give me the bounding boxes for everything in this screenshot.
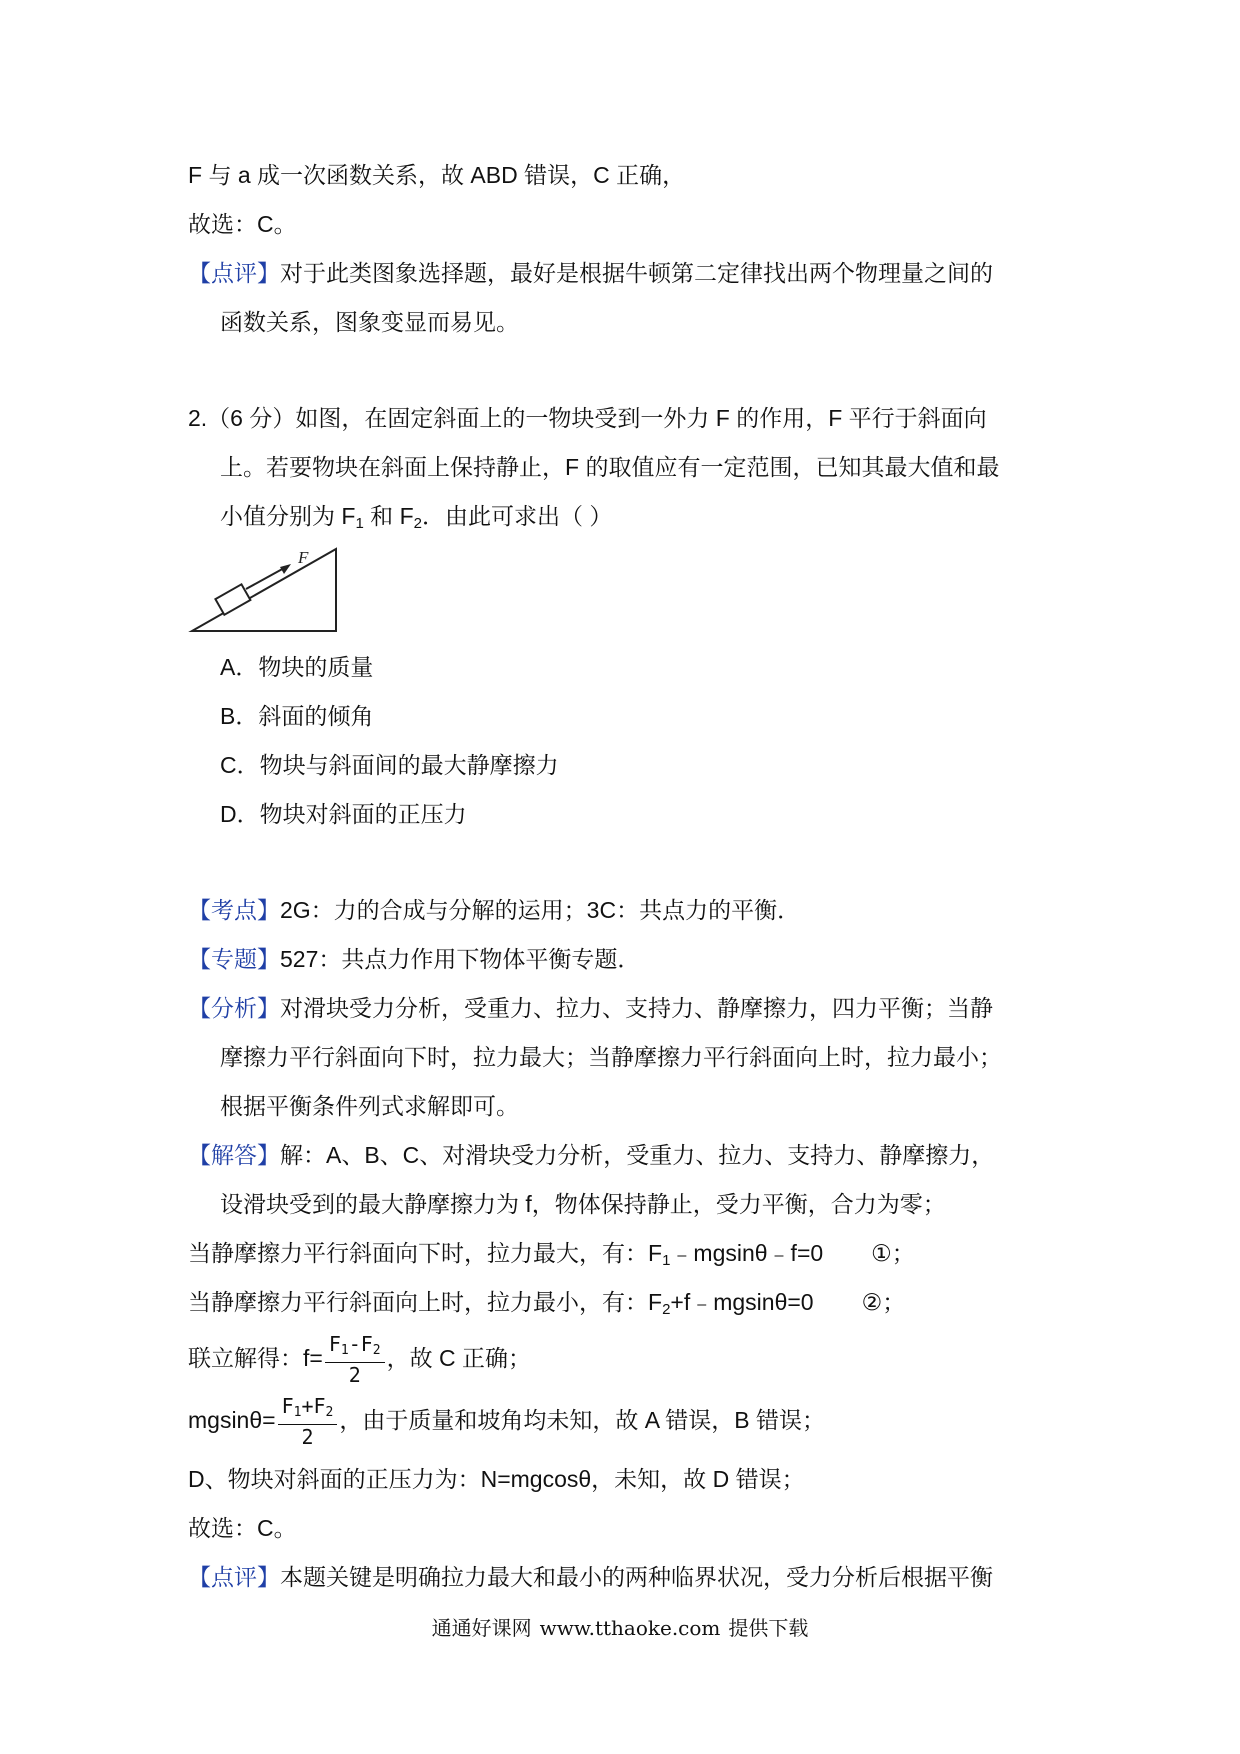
comment-text: 对于此类图象选择题，最好是根据牛顿第二定律找出两个物理量之间的 (280, 260, 993, 286)
question-stem-line3 (220, 501, 612, 539)
prev-conclusion: F 与 a 成一次函数关系，故 ABD 错误，C 正确， (188, 162, 686, 188)
eq1-formula: ﹣mgsinθ﹣f=0 (670, 1240, 824, 1266)
incline-triangle (192, 549, 336, 631)
option-b: B．斜面的倾角 (220, 703, 374, 729)
incline-figure (188, 543, 348, 635)
footer-site: 通通好课网 (431, 1616, 532, 1640)
kaodian-tag: 【考点】 (188, 897, 280, 923)
subscript: 1 (355, 515, 364, 532)
fraction-numerator: F1+F2 (278, 1395, 338, 1425)
eq2-text: 当静摩擦力平行斜面向上时，拉力最小，有：F (188, 1289, 663, 1315)
solve1-pre: 联立解得：f= (188, 1345, 323, 1371)
fenxi-tag: 【分析】 (188, 995, 280, 1021)
question-stem-line2: 上。若要物块在斜面上保持静止，F 的取值应有一定范围，已知其最大值和最 (220, 454, 1000, 480)
page-footer (0, 1612, 1240, 1641)
stem-text-a: 小值分别为 F (220, 503, 356, 529)
zhuanti-line (188, 944, 640, 974)
kaodian-text: 2G：力的合成与分解的运用；3C：共点力的平衡． (280, 897, 801, 923)
prev-comment-line2: 函数关系，图象变显而易见。 (220, 309, 519, 335)
dianping-line (188, 1562, 993, 1592)
kaodian-line (188, 895, 800, 925)
stem-text-b: 和 F (363, 503, 414, 529)
fraction-f (325, 1333, 385, 1387)
force-label: F (298, 548, 309, 567)
zhuanti-text: 527：共点力作用下物体平衡专题． (280, 946, 641, 972)
eq2-number: ②； (861, 1289, 906, 1315)
option-d-analysis: D、物块对斜面的正压力为：N=mgcosθ，未知，故 D 错误； (188, 1466, 805, 1492)
solve-friction-line (188, 1330, 531, 1387)
question-stem-line1: 2.（6 分）如图，在固定斜面上的一物块受到一外力 F 的作用，F 平行于斜面向 (188, 405, 987, 431)
eq2-formula: +f﹣mgsinθ=0 (670, 1289, 814, 1315)
option-d: D．物块对斜面的正压力 (220, 801, 467, 827)
jieda-line2: 设滑块受到的最大静摩擦力为 f，物体保持静止，受力平衡，合力为零； (220, 1191, 946, 1217)
fenxi-line3: 根据平衡条件列式求解即可。 (220, 1093, 519, 1119)
subscript: 1 (662, 1252, 671, 1269)
solve1-post: ，故 C 正确； (386, 1345, 532, 1371)
option-a: A．物块的质量 (220, 654, 374, 680)
arrow-head (280, 564, 291, 574)
dianping-text: 本题关键是明确拉力最大和最小的两种临界状况，受力分析后根据平衡 (280, 1564, 993, 1590)
jieda-line1 (188, 1140, 994, 1170)
footer-url[interactable]: www.tthaoke.com (539, 1616, 721, 1640)
subscript: 2 (662, 1301, 671, 1318)
solve2-post: ，由于质量和坡角均未知，故 A 错误，B 错误； (339, 1407, 825, 1433)
block (215, 584, 250, 614)
option-c: C．物块与斜面间的最大静摩擦力 (220, 752, 559, 778)
fenxi-text: 对滑块受力分析，受重力、拉力、支持力、静摩擦力，四力平衡；当静 (280, 995, 993, 1021)
solve-mgsin-line (188, 1392, 825, 1449)
fenxi-line2: 摩擦力平行斜面向下时，拉力最大；当静摩擦力平行斜面向上时，拉力最小； (220, 1044, 1002, 1070)
prev-choice: 故选：C。 (188, 211, 297, 237)
fraction-mgsin (278, 1395, 338, 1449)
solve2-pre: mgsinθ= (188, 1407, 276, 1433)
equation-1 (188, 1238, 915, 1276)
fraction-denominator: 2 (348, 1362, 361, 1387)
jieda-tag: 【解答】 (188, 1142, 280, 1168)
footer-note: 提供下载 (728, 1616, 809, 1640)
final-choice: 故选：C。 (188, 1515, 297, 1541)
eq1-text: 当静摩擦力平行斜面向下时，拉力最大，有：F (188, 1240, 663, 1266)
eq1-number: ①； (871, 1240, 915, 1266)
zhuanti-tag: 【专题】 (188, 946, 280, 972)
force-arrow (246, 567, 286, 589)
fraction-numerator: F1-F2 (325, 1333, 385, 1363)
fraction-denominator: 2 (301, 1424, 314, 1449)
comment-tag: 【点评】 (188, 260, 280, 286)
jieda-text: 解：A、B、C、对滑块受力分析，受重力、拉力、支持力、静摩擦力， (280, 1142, 995, 1168)
equation-2 (188, 1287, 905, 1325)
dianping-tag: 【点评】 (188, 1564, 280, 1590)
fenxi-line1 (188, 993, 993, 1023)
subscript: 2 (413, 515, 422, 532)
prev-comment-line1 (188, 258, 993, 288)
stem-text-c: ．由此可求出（ ） (421, 503, 613, 529)
